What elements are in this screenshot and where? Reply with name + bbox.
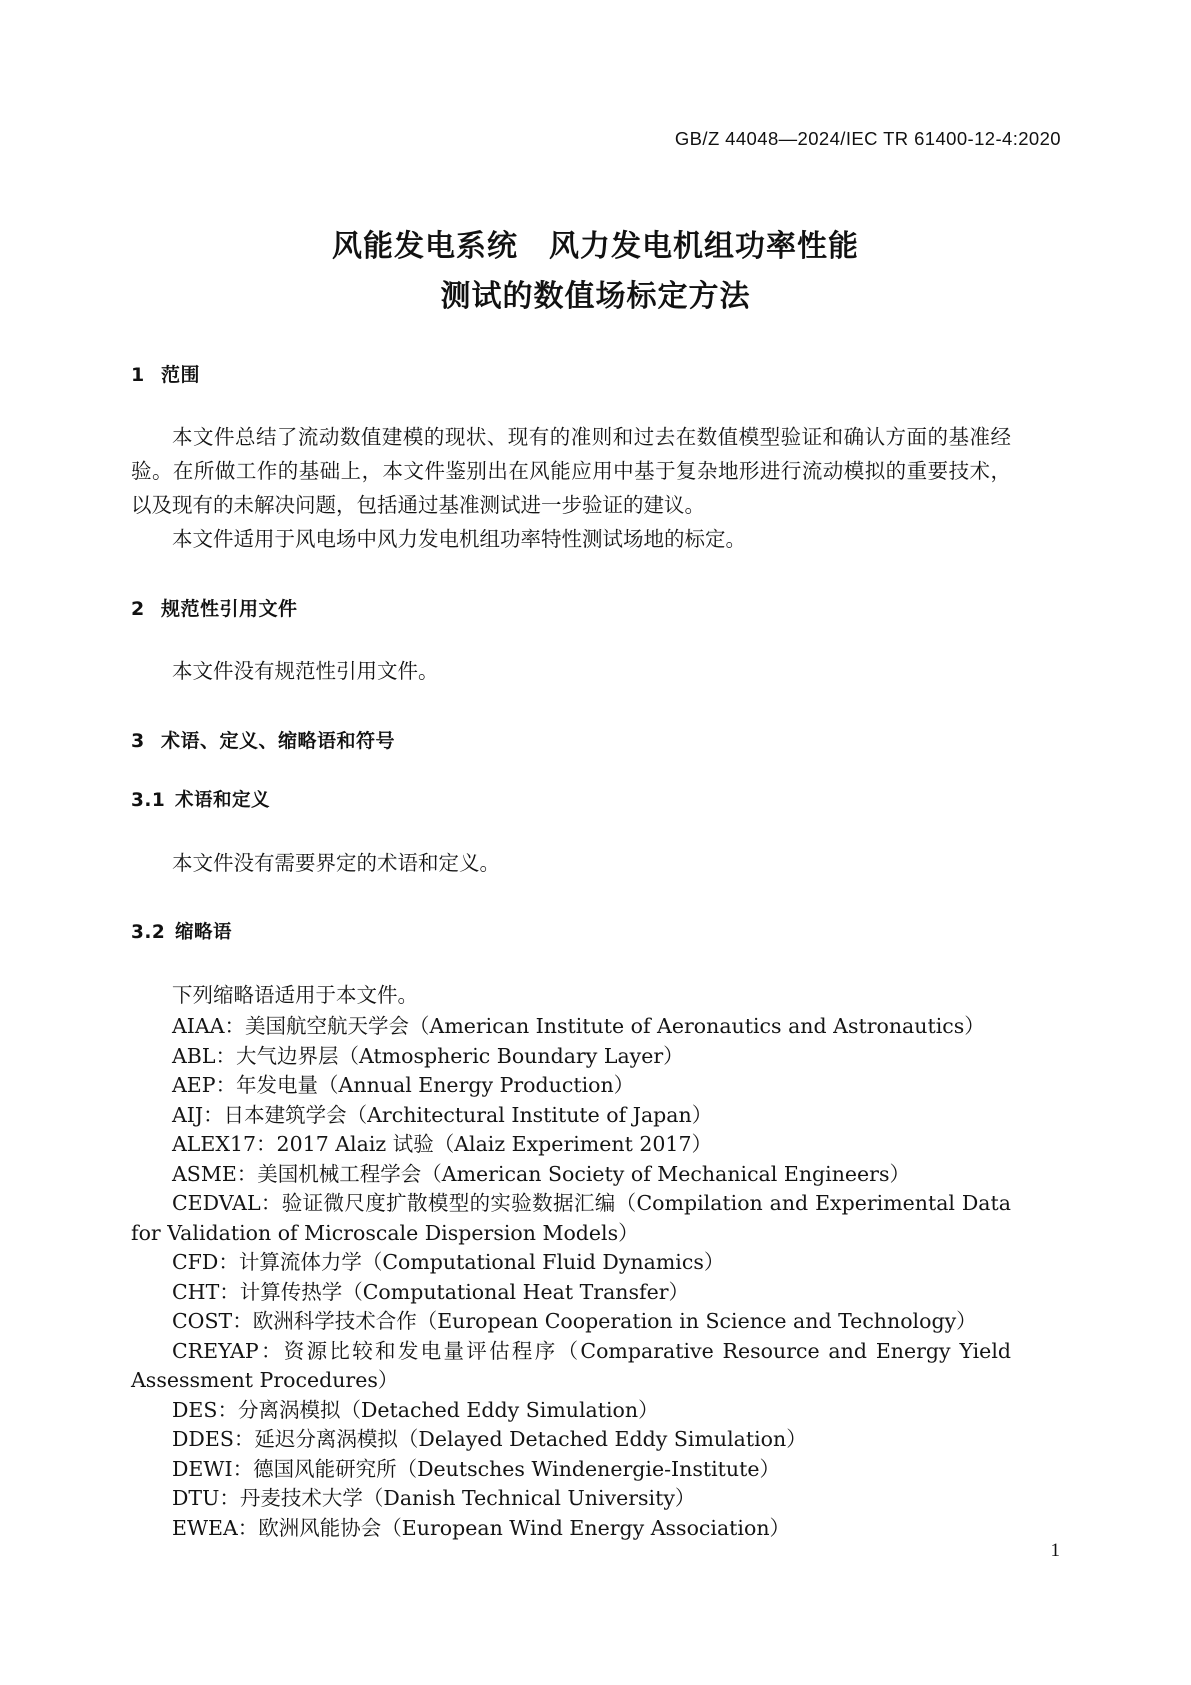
section-2-paragraph-1: 本文件没有规范性引用文件。 (172, 659, 439, 683)
abbreviation-item: CEDVAL：验证微尺度扩散模型的实验数据汇编（Compilation and Experimental Data for Validation of Microscale Dispersion Models） (131, 1191, 1011, 1245)
abbreviation-item: ABL：大气边界层（Atmospheric Boundary Layer） (172, 1043, 684, 1068)
section-3-2-intro: 下列缩略语适用于本文件。 (172, 983, 418, 1007)
abbreviation-item: DDES：延迟分离涡模拟（Delayed Detached Eddy Simulation） (172, 1427, 807, 1451)
section-heading-3-2 (131, 918, 1011, 948)
section-number-3-1: 3.1 (131, 790, 166, 811)
spacer (131, 556, 1011, 594)
running-header (675, 128, 1061, 150)
abbreviation-list (131, 1012, 1011, 1543)
section-title-2: 规范性引用文件 (161, 598, 298, 620)
section-number-3: 3 (131, 730, 145, 752)
abbreviation-item: CREYAP：资源比较和发电量评估程序（Comparative Resource and Energy Yield Assessment Procedures） (131, 1338, 1011, 1392)
section-number-2: 2 (131, 598, 145, 620)
document-body (131, 360, 1011, 1543)
section-heading-1 (131, 360, 1011, 390)
section-heading-2 (131, 594, 1011, 624)
abbreviation-item: ASME：美国机械工程学会（American Society of Mechanical Engineers） (172, 1161, 910, 1186)
section-title-3-1: 术语和定义 (175, 790, 271, 811)
document-title (0, 222, 1191, 322)
abbreviation-item: CHT：计算传热学（Computational Heat Transfer） (172, 1279, 690, 1304)
section-title-3-2: 缩略语 (175, 922, 233, 943)
section-number-1: 1 (131, 364, 145, 386)
abbreviation-item: AEP：年发电量（Annual Energy Production） (172, 1073, 635, 1097)
spacer (131, 880, 1011, 918)
abbreviation-item: CFD：计算流体力学（Computational Fluid Dynamics） (172, 1250, 725, 1274)
section-title-3: 术语、定义、缩略语和符号 (161, 730, 396, 752)
document-title-line-2: 测试的数值场标定方法 (440, 279, 751, 314)
section-heading-3-1 (131, 786, 1011, 816)
document-title-line-1: 风能发电系统 风力发电机组功率性能 (332, 229, 859, 264)
spacer (131, 816, 1011, 846)
spacer (131, 756, 1011, 786)
spacer (131, 948, 1011, 978)
section-1-paragraph-2: 本文件适用于风电场中风力发电机组功率特性测试场地的标定。 (172, 527, 746, 551)
abbreviation-item: EWEA：欧洲风能协会（European Wind Energy Association） (172, 1515, 791, 1540)
section-3-1-paragraph-1: 本文件没有需要界定的术语和定义。 (172, 851, 500, 875)
section-heading-3 (131, 726, 1011, 756)
abbreviation-item: DES：分离涡模拟（Detached Eddy Simulation） (172, 1397, 659, 1422)
spacer (131, 624, 1011, 654)
abbreviation-item: DTU：丹麦技术大学（Danish Technical University） (172, 1486, 696, 1510)
section-title-1: 范围 (161, 364, 201, 386)
abbreviation-item: COST：欧洲科学技术合作（European Cooperation in Science and Technology） (172, 1309, 977, 1333)
standard-code: GB/Z 44048—2024/IEC TR 61400-12-4:2020 (674, 128, 1061, 149)
abbreviation-item: AIJ：日本建筑学会（Architectural Institute of Japan） (172, 1102, 713, 1127)
spacer (131, 390, 1011, 420)
abbreviation-item: AIAA：美国航空航天学会（American Institute of Aeronautics and Astronautics） (172, 1014, 985, 1038)
spacer (131, 688, 1011, 726)
abbreviation-item: ALEX17：2017 Alaiz 试验（Alaiz Experiment 2017） (172, 1132, 712, 1156)
section-1-paragraph-1: 本文件总结了流动数值建模的现状、现有的准则和过去在数值模型验证和确认方面的基准经验。在所做工作的基础上，本文件鉴别出在风能应用中基于复杂地形进行流动模拟的重要技术，以及现有的未解决问题，包括通过基准测试进一步验证的建议。 (131, 425, 1011, 517)
page-number: 1 (1050, 1540, 1060, 1561)
abbreviation-item: DEWI：德国风能研究所（Deutsches Windenergie-Institute） (172, 1456, 780, 1481)
section-number-3-2: 3.2 (131, 922, 166, 943)
